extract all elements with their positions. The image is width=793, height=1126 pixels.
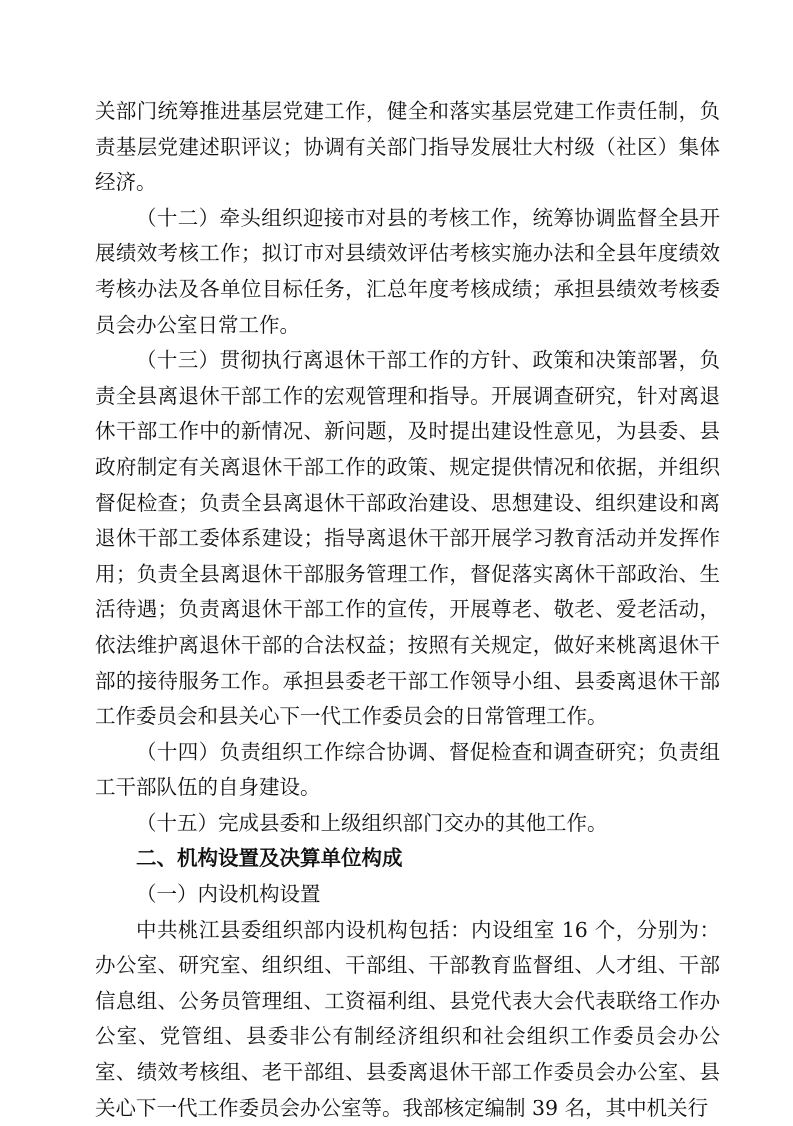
- document-body: [95, 94, 720, 1126]
- paragraph-item-14: （十四）负责组织工作综合协调、督促检查和调查研究；负责组工干部队伍的自身建设。: [95, 739, 720, 800]
- section-heading-2: 二、机构设置及决算单位构成: [136, 846, 403, 871]
- paragraph-item-15: （十五）完成县委和上级组织部门交办的其他工作。: [136, 810, 608, 835]
- paragraph-intro-continuation: 关部门统筹推进基层党建工作，健全和落实基层党建工作责任制，负责基层党建述职评议；协调有关部门指导发展壮大村级（社区）集体经济。: [95, 99, 720, 195]
- paragraph-internal-orgs: 中共桃江县委组织部内设机构包括：内设组室 16 个，分别为：办公室、研究室、组织组、干部组、干部教育监督组、人才组、干部信息组、公务员管理组、工资福利组、县党代表大会代表联络工作办公室、党管组、县委非公有制经济组织和社会组织工作委员会办公室、绩效考核组、老干部组、县委离退休干部工作委员会办公室、县关心下一代工作委员会办公室等。我部核定编制 39 名，其中机关行: [95, 917, 720, 1120]
- paragraph-item-13: （十三）贯彻执行离退休干部工作的方针、政策和决策部署，负责全县离退休干部工作的宏观管理和指导。开展调查研究，针对离退休干部工作中的新情况、新问题，及时提出建设性意见，为县委、县政府制定有关离退休干部工作的政策、规定提供情况和依据，并组织督促检查；负责全县离退休干部政治建设、思想建设、组织建设和离退休干部工委体系建设；指导离退休干部开展学习教育活动并发挥作用；负责全县离退休干部服务管理工作，督促落实离休干部政治、生活待遇；负责离退休干部工作的宣传，开展尊老、敬老、爱老活动，依法维护离退休干部的合法权益；按照有关规定，做好来桃离退休干部的接待服务工作。承担县委老干部工作领导小组、县委离退休干部工作委员会和县关心下一代工作委员会的日常管理工作。: [95, 348, 720, 729]
- paragraph-item-12: （十二）牵头组织迎接市对县的考核工作，统筹协调监督全县开展绩效考核工作；拟订市对县绩效评估考核实施办法和全县年度绩效考核办法及各单位目标任务，汇总年度考核成绩；承担县绩效考核委员会办公室日常工作。: [95, 205, 720, 337]
- subheading-internal-orgs: （一）内设机构设置: [136, 882, 321, 907]
